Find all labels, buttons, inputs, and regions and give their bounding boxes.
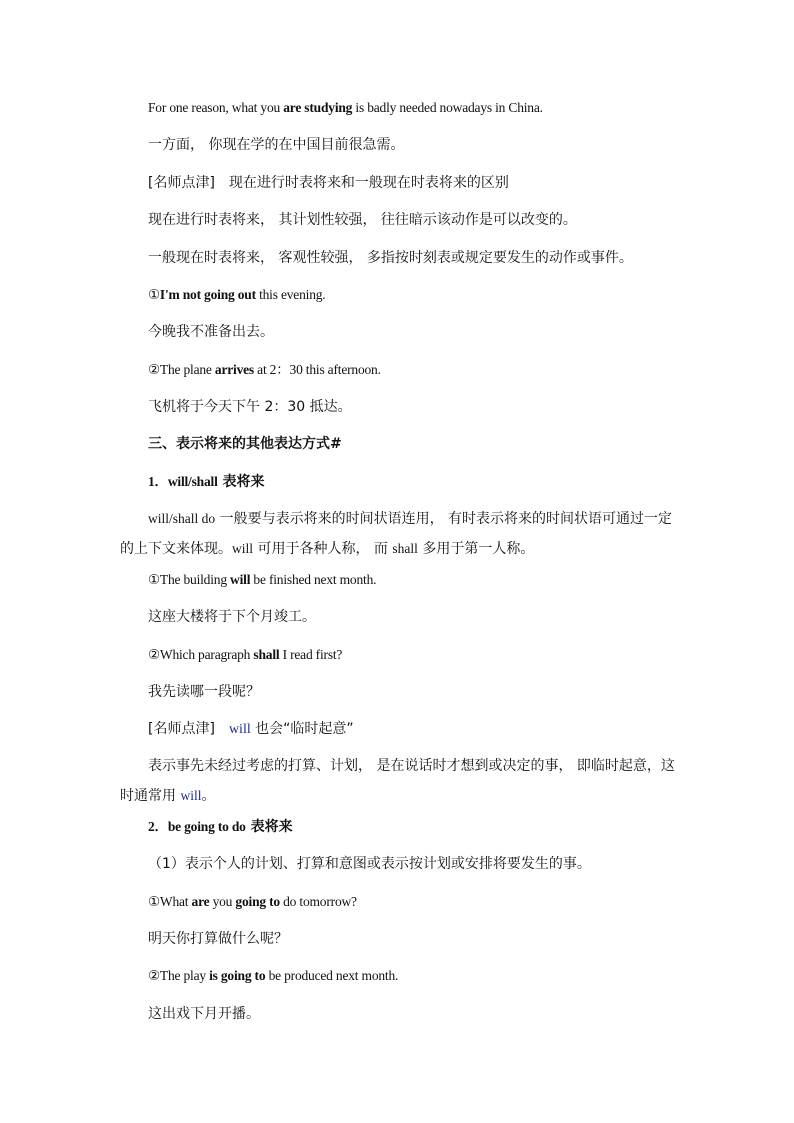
example-sentence-translation: 一方面， 你现在学的在中国目前很急需。 [148,137,405,153]
subsection-heading [148,818,293,836]
text-run: 表将来 [245,819,293,835]
bold-text-run: going to [235,894,280,909]
text-run: ① [148,287,160,302]
bold-text-run: I'm not going out [159,287,256,302]
text-run: ①The building [148,572,231,587]
text-run: will [228,722,251,737]
text-run: 也会“临时起意” [250,721,354,737]
example-sentence-translation: 这出戏下月开播。 [148,1006,260,1022]
text-run: be going to do [167,819,246,834]
text-run: will/shall do [148,511,216,526]
text-run: ②Which paragraph [148,647,254,662]
example-sentence-english [148,361,381,379]
bold-text-run: are [191,894,210,909]
text-run: 可用于各种人称， 而 [253,541,393,557]
example-sentence-translation: 明天你打算做什么呢？ [148,931,288,947]
bold-text-run: will [230,572,251,587]
text-run: ①What [148,894,192,909]
bold-text-run: arrives [214,362,254,377]
bold-text-run: is going to [209,968,266,983]
teacher-tip-heading [148,720,354,739]
explanation-line: 一般现在时表将来， 客观性较强， 多指按时刻表或规定要发生的动作或事件。 [148,250,633,266]
text-run: will [232,541,254,556]
example-sentence-english [148,646,342,664]
text-run: at 2：30 this afternoon. [253,362,381,377]
subsection-heading [148,473,265,491]
text-run: 。 [201,788,216,804]
text-run: this evening. [255,287,326,302]
text-run: 1． [148,474,168,489]
text-run: I read first? [279,647,343,662]
text-run: [名师点津] [148,721,229,737]
text-run: 表示事先未经过考虑的打算、计划， 是在说话时才想到或决定的事， 即临时起意，这时通常用 [120,758,675,804]
explanation-paragraph [120,751,680,811]
text-run: shall [392,541,418,556]
text-run: do tomorrow? [279,894,357,909]
text-run: ②The plane [148,362,215,377]
text-run: will [180,788,202,803]
bold-text-run: shall [253,647,280,662]
example-sentence-translation: 今晚我不准备出去。 [148,324,274,340]
example-sentence-translation: 飞机将于今天下午 2：30 抵达。 [148,399,352,415]
example-sentence-english [148,893,357,911]
explanation-line: （1）表示个人的计划、打算和意图或表示按计划或安排将要发生的事。 [148,856,591,872]
example-sentence-english [148,571,376,589]
explanation-line: 现在进行时表将来， 其计划性较强， 往往暗示该动作是可以改变的。 [148,212,577,228]
text-run: 表将来 [217,474,265,490]
example-sentence-english [148,286,325,304]
text-run: you [209,894,236,909]
text-run: be finished next month. [250,572,377,587]
text-run: For one reason, what you [148,100,284,115]
teacher-tip-heading: [名师点津] 现在进行时表将来和一般现在时表将来的区别 [148,175,509,191]
example-sentence-translation: 这座大楼将于下个月竣工。 [148,609,316,625]
bold-text-run: are studying [283,100,353,115]
text-run: is badly needed nowadays in China. [352,100,543,115]
text-run: be produced next month. [265,968,399,983]
example-sentence-translation: 我先读哪一段呢？ [148,684,260,700]
section-heading: 三、表示将来的其他表达方式# [148,436,342,452]
text-run: will/shall [167,474,218,489]
text-run: 多用于第一人称。 [417,541,535,557]
example-sentence-english [148,967,398,985]
text-run: 一般要与表示将来的时间状语连用， 有时表示将来的时间状语可通过一定的上下文来体现。 [120,511,673,557]
text-run: 2． [148,819,168,834]
text-run: ②The play [148,968,210,983]
explanation-paragraph [120,504,680,564]
example-sentence-english [148,99,543,117]
